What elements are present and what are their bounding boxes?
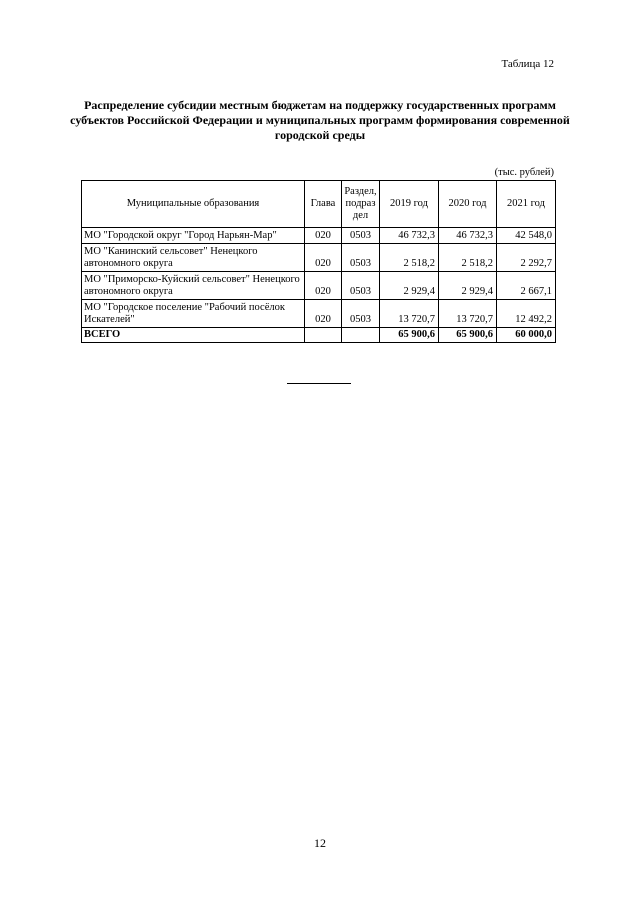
cell-2019: 13 720,7	[380, 300, 439, 328]
header-municipality: Муниципальные образования	[82, 181, 305, 228]
cell-2021: 12 492,2	[497, 300, 556, 328]
cell-municipality: МО "Городское поселение "Рабочий посёлок Искателей"	[82, 300, 305, 328]
header-section: Раздел, подраз дел	[342, 181, 380, 228]
total-chapter	[305, 328, 342, 343]
units-label: (тыс. рублей)	[494, 167, 554, 178]
cell-2021: 2 667,1	[497, 272, 556, 300]
cell-2021: 2 292,7	[497, 244, 556, 272]
cell-2020: 46 732,3	[439, 228, 497, 244]
header-2020: 2020 год	[439, 181, 497, 228]
cell-section: 0503	[342, 228, 380, 244]
cell-section: 0503	[342, 300, 380, 328]
subsidy-table	[81, 180, 556, 343]
document-title: Распределение субсидии местным бюджетам на поддержку государственных программ субъектов Российской Федерации и муниципальных программ формирования современной городской среды	[70, 98, 570, 142]
total-2021: 60 000,0	[497, 328, 556, 343]
table-number-label: Таблица 12	[501, 58, 554, 70]
cell-section: 0503	[342, 244, 380, 272]
cell-2020: 13 720,7	[439, 300, 497, 328]
table-row	[82, 228, 556, 244]
table-row	[82, 300, 556, 328]
total-row	[82, 328, 556, 343]
cell-chapter: 020	[305, 272, 342, 300]
total-2020: 65 900,6	[439, 328, 497, 343]
cell-chapter: 020	[305, 300, 342, 328]
cell-chapter: 020	[305, 228, 342, 244]
cell-2020: 2 929,4	[439, 272, 497, 300]
cell-2019: 2 518,2	[380, 244, 439, 272]
cell-municipality: МО "Приморско-Куйский сельсовет" Ненецкого автономного округа	[82, 272, 305, 300]
header-2021: 2021 год	[497, 181, 556, 228]
total-2019: 65 900,6	[380, 328, 439, 343]
table-row	[82, 272, 556, 300]
page-number: 12	[314, 836, 326, 850]
total-label: ВСЕГО	[82, 328, 305, 343]
table-header-row	[82, 181, 556, 228]
cell-municipality: МО "Городской округ "Город Нарьян-Мар"	[82, 228, 305, 244]
cell-2019: 2 929,4	[380, 272, 439, 300]
cell-municipality: МО "Канинский сельсовет" Ненецкого автономного округа	[82, 244, 305, 272]
cell-2019: 46 732,3	[380, 228, 439, 244]
header-2019: 2019 год	[380, 181, 439, 228]
table-row	[82, 244, 556, 272]
cell-2021: 42 548,0	[497, 228, 556, 244]
header-chapter: Глава	[305, 181, 342, 228]
cell-chapter: 020	[305, 244, 342, 272]
separator-line	[287, 383, 351, 384]
total-section	[342, 328, 380, 343]
cell-section: 0503	[342, 272, 380, 300]
cell-2020: 2 518,2	[439, 244, 497, 272]
